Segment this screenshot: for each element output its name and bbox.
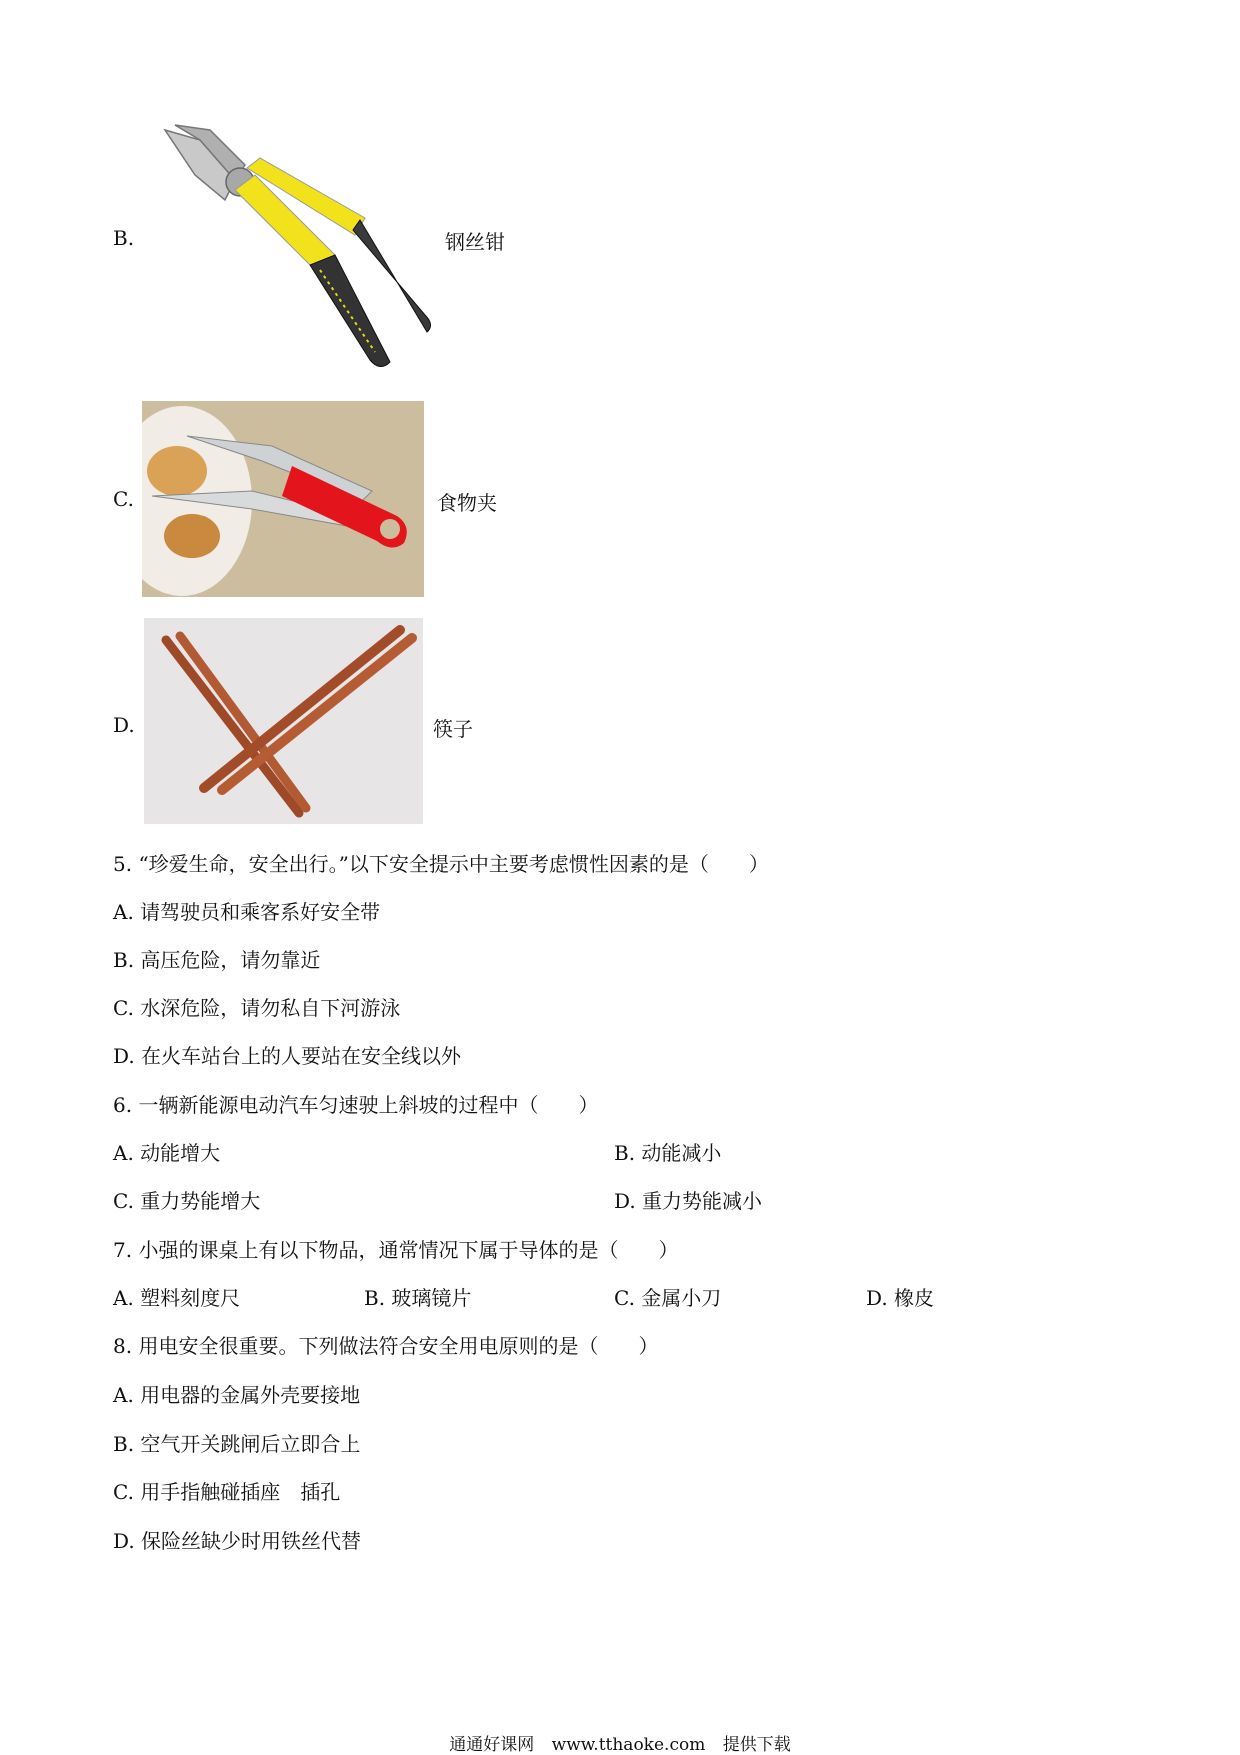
question-7-option-d: D. 橡皮 <box>866 1286 935 1310</box>
chopsticks-icon <box>144 618 423 824</box>
question-5-option-c: C. 水深危险，请勿私自下河游泳 <box>113 996 401 1020</box>
question-7-stem: 7. 小强的课桌上有以下物品，通常情况下属于导体的是（ ） <box>113 1238 679 1262</box>
page-footer <box>0 1730 1240 1755</box>
question-8-option-d: D. 保险丝缺少时用铁丝代替 <box>113 1529 362 1553</box>
footer-site-name: 通通好课网 <box>449 1735 535 1755</box>
question-8-option-b: B. 空气开关跳闸后立即合上 <box>113 1432 361 1456</box>
question-6-option-b: B. 动能减小 <box>614 1141 722 1165</box>
question-7-option-b: B. 玻璃镜片 <box>364 1286 472 1310</box>
option-c-letter: C. <box>113 487 134 511</box>
question-7-option-a: A. 塑料刻度尺 <box>113 1286 241 1310</box>
food-tongs-icon <box>142 401 424 597</box>
option-b-caption: 钢丝钳 <box>445 230 505 254</box>
question-8-option-a: A. 用电器的金属外壳要接地 <box>113 1383 361 1407</box>
question-6-stem: 6. 一辆新能源电动汽车匀速驶上斜坡的过程中（ ） <box>113 1093 599 1117</box>
question-5-stem: 5. “珍爱生命，安全出行。”以下安全提示中主要考虑惯性因素的是（ ） <box>113 852 769 876</box>
question-8-option-c: C. 用手指触碰插座 插孔 <box>113 1480 341 1504</box>
question-6-option-a: A. 动能增大 <box>113 1141 221 1165</box>
question-6-option-c: C. 重力势能增大 <box>113 1189 261 1213</box>
question-5-option-d: D. 在火车站台上的人要站在安全线以外 <box>113 1044 462 1068</box>
question-8-stem: 8. 用电安全很重要。下列做法符合安全用电原则的是（ ） <box>113 1334 659 1358</box>
footer-url[interactable]: www.tthaoke.com <box>551 1735 706 1755</box>
option-b-letter: B. <box>113 226 135 250</box>
question-5-option-b: B. 高压危险，请勿靠近 <box>113 948 321 972</box>
question-5-option-a: A. 请驾驶员和乘客系好安全带 <box>113 900 381 924</box>
question-7-option-c: C. 金属小刀 <box>614 1286 722 1310</box>
pliers-icon <box>155 120 445 380</box>
footer-action: 提供下载 <box>722 1735 791 1755</box>
question-6-option-d: D. 重力势能减小 <box>614 1189 763 1213</box>
option-d-caption: 筷子 <box>433 717 473 741</box>
option-c-caption: 食物夹 <box>437 491 497 515</box>
option-d-letter: D. <box>113 713 135 737</box>
